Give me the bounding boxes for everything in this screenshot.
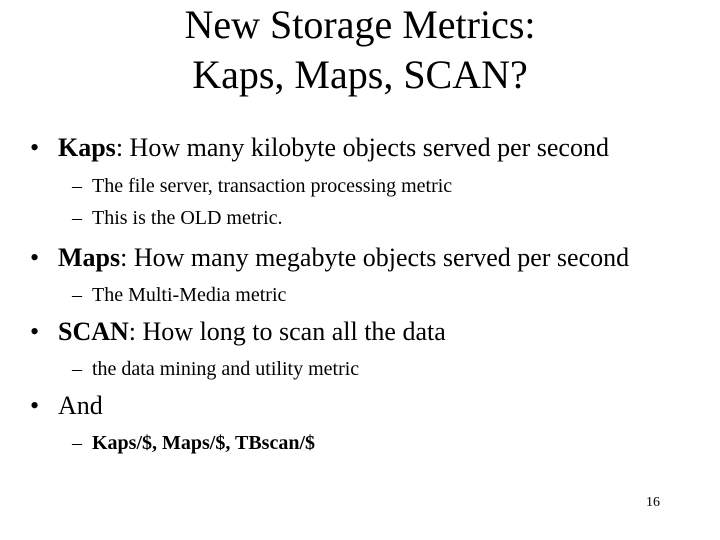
sub-item-text: Kaps/$, Maps/$, TBscan/$	[92, 432, 316, 454]
dash-marker: –	[72, 358, 82, 380]
sub-item	[72, 283, 286, 307]
bullet-term: Maps	[58, 243, 121, 272]
bullet-text: And	[58, 391, 103, 420]
sub-item-text: The file server, transaction processing metric	[92, 175, 453, 197]
bullet-text: : How many kilobyte objects served per second	[115, 133, 609, 162]
sub-item	[72, 206, 283, 230]
bullet-term: SCAN	[58, 317, 129, 346]
bullet-term: Kaps	[58, 133, 116, 162]
dash-marker: –	[72, 175, 82, 197]
title-line-2: Kaps, Maps, SCAN?	[192, 52, 528, 97]
slide-title	[0, 0, 720, 100]
bullet-text: : How many megabyte objects served per second	[120, 243, 630, 272]
dash-marker: –	[72, 207, 82, 229]
bullet-item-maps	[30, 243, 629, 273]
bullet-text: : How long to scan all the data	[128, 317, 446, 346]
sub-item-text: This is the OLD metric.	[92, 207, 283, 229]
sub-item	[72, 357, 359, 381]
bullet-marker: •	[30, 133, 40, 162]
sub-item-text: The Multi-Media metric	[92, 284, 287, 306]
bullet-marker: •	[30, 243, 40, 272]
bullet-marker: •	[30, 391, 40, 420]
dash-marker: –	[72, 432, 82, 454]
bullet-marker: •	[30, 317, 40, 346]
bullet-item-scan	[30, 317, 446, 347]
bullet-item-and	[30, 391, 103, 421]
sub-item	[72, 431, 315, 455]
page-number: 16	[646, 495, 660, 510]
dash-marker: –	[72, 284, 82, 306]
sub-item	[72, 174, 452, 198]
sub-item-text: the data mining and utility metric	[92, 358, 360, 380]
title-line-1: New Storage Metrics:	[184, 2, 536, 47]
bullet-item-kaps	[30, 133, 609, 163]
